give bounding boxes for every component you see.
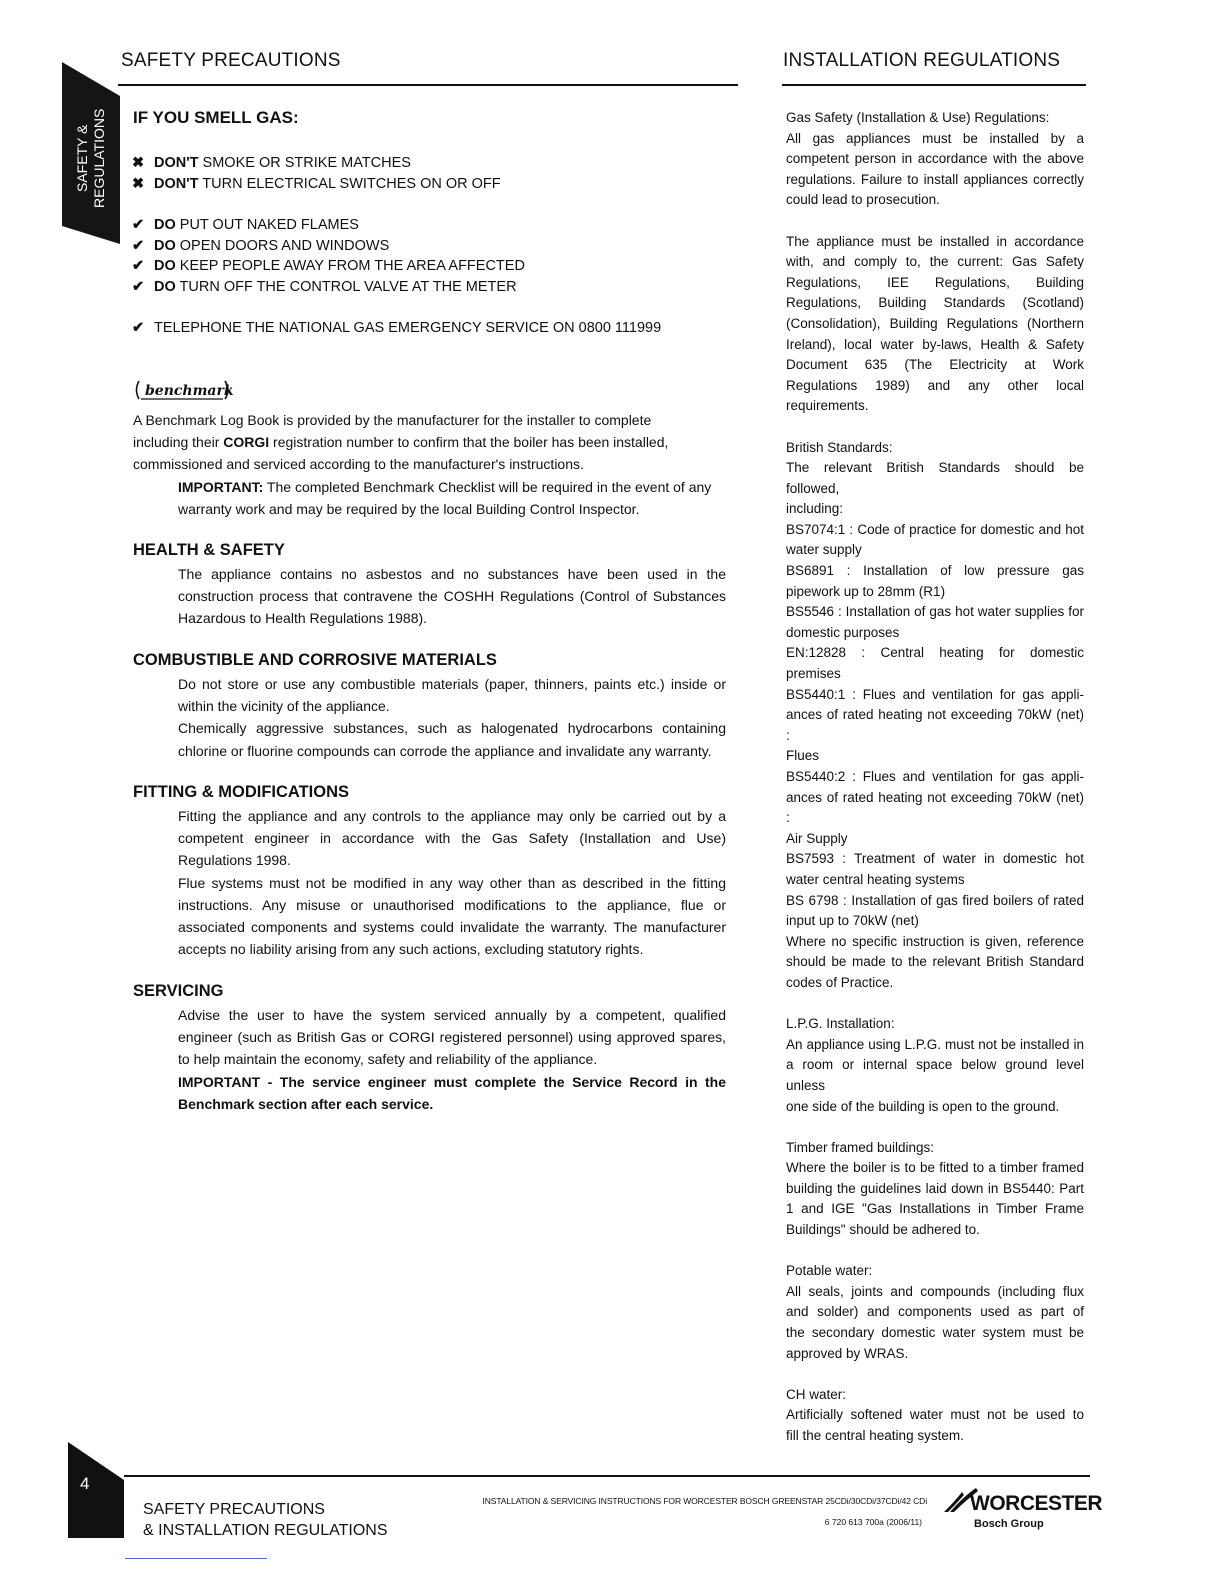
header-rule-right (782, 84, 1086, 86)
regulation-line: codes of Practice. (786, 974, 894, 990)
combustible-paragraph: Do not store or use any combustible materials (paper, thinners, paints etc.) inside or within the vicinity of the appliance. Chemically aggressive substances, such as halogenated hydrocarbons containing chlorine or fluorine compounds can corrode the appliance and invalidate any warranty. (178, 676, 726, 759)
page-number: 4 (80, 1474, 90, 1493)
regulation-line: approved by WRAS. (786, 1345, 909, 1361)
regulation-line: BS7074:1 : Code of practice for domestic and hot (786, 521, 1084, 537)
brand-name: WORCESTER (970, 1492, 1102, 1515)
regulation-line: L.P.G. Installation: (786, 1016, 895, 1032)
section-heading-servicing: SERVICING (133, 982, 224, 1000)
regulation-line: BS7593 : Treatment of water in domestic hot (786, 851, 1084, 867)
regulation-line: (Consolidation), Building Regulations (Northern (786, 315, 1084, 331)
regulation-line: Timber framed buildings: (786, 1139, 935, 1155)
regulation-line: Buildings" should be adhered to. (786, 1222, 980, 1238)
regulation-line: with, and comply to, the current: Gas Safety (786, 254, 1084, 270)
regulation-line: domestic purposes (786, 624, 900, 640)
regulation-line: Air Supply (786, 830, 848, 846)
regulation-line: input up to 70kW (net) (786, 913, 919, 929)
regulation-line: BS5440:1 : Flues and ventilation for gas appli- (786, 686, 1084, 702)
regulation-line: Document 635 (The Electricity at Work (786, 357, 1084, 373)
regulation-line: BS6891 : Installation of low pressure gas (786, 563, 1084, 579)
header-rule-left (118, 84, 738, 86)
section-heading-fitting: FITTING & MODIFICATIONS (133, 783, 350, 801)
regulation-line: the secondary domestic water system must be (786, 1325, 1084, 1341)
side-tab-label: SAFETY & REGULATIONS (74, 108, 107, 208)
regulation-line: BS5440:2 : Flues and ventilation for gas appli- (786, 769, 1084, 784)
footer-doc-title: INSTALLATION & SERVICING INSTRUCTIONS FOR WORCESTER BOSCH GREENSTAR 25CDi/30CDi/37CDi/42 CDi (482, 1496, 927, 1506)
check-icon: ✔ (132, 279, 145, 295)
check-icon: ✔ (132, 238, 145, 254)
paragraph-gap (786, 1241, 1084, 1262)
list-item: ✖ DON'T SMOKE OR STRIKE MATCHES (132, 155, 411, 171)
regulation-line: Ireland), local water by-laws, Health & Safety (786, 336, 1084, 352)
regulation-line: building the guidelines laid down in BS5440: Part (786, 1180, 1084, 1196)
footer-doc-ref: 6 720 613 700a (2006/11) (824, 1517, 922, 1527)
regulation-line: Where no specific instruction is given, reference (786, 933, 1084, 949)
worcester-logo (942, 1482, 1102, 1536)
regulation-line: pipework up to 28mm (R1) (786, 583, 946, 599)
footer-tab (68, 1442, 124, 1538)
regulation-line: water central heating systems (786, 871, 965, 887)
regulation-line: BS 6798 : Installation of gas fired boilers of rated (786, 892, 1084, 908)
regulation-line: including: (786, 501, 844, 517)
paragraph-gap (786, 417, 1084, 438)
paragraph-gap (786, 1364, 1084, 1385)
gas-heading: IF YOU SMELL GAS: (133, 108, 299, 127)
regulations-column (786, 108, 1084, 1447)
paragraph-gap (786, 994, 1084, 1015)
regulation-line: The appliance must be installed in accordance (786, 233, 1084, 249)
svg-text:benchmark: benchmark (145, 383, 233, 399)
regulation-line: CH water: (786, 1386, 847, 1402)
brand-sub: Bosch Group (974, 1518, 1044, 1530)
header-left-title: SAFETY PRECAUTIONS (121, 50, 341, 71)
list-item: ✔ DO KEEP PEOPLE AWAY FROM THE AREA AFFECTED (132, 258, 525, 274)
regulation-line: EN:12828 : Central heating for domestic premises (786, 645, 1084, 682)
regulation-line: should be made to the relevant British Standard (786, 954, 1084, 970)
servicing-paragraph: Advise the user to have the system serviced annually by a competent, qualified engineer (such as British Gas or CORGI registered personnel) using approved spares, to help maintain the economy, safety and reliability of the appliance. IMPORTANT - The service engineer must complete the Service Record in the Benchmark section after each service. (178, 1007, 726, 1112)
regulation-line: Flues (786, 748, 820, 764)
check-icon: ✔ (132, 258, 145, 274)
section-heading-health: HEALTH & SAFETY (133, 541, 285, 559)
regulation-line: An appliance using L.P.G. must not be installed in (786, 1036, 1084, 1052)
regulation-line: regulations. Failure to install appliances correctly (786, 171, 1084, 187)
header-right-title: INSTALLATION REGULATIONS (783, 50, 1061, 71)
regulation-line: All gas appliances must be installed by a (786, 130, 1084, 146)
regulation-line: water supply (786, 542, 862, 558)
section-heading-combustible: COMBUSTIBLE AND CORROSIVE MATERIALS (133, 651, 497, 669)
regulation-line: and solder) and components used as part of (786, 1304, 1084, 1320)
footer-link-line (125, 1558, 267, 1559)
benchmark-paragraph: A Benchmark Log Book is provided by the manufacturer for the installer to complete including their CORGI registration number to confirm that the boiler has been installed, commissioned and serviced according to the manufacturer's instructions. (133, 412, 669, 473)
regulation-line: Gas Safety (Installation & Use) Regulations: (786, 110, 1050, 125)
fitting-paragraph: Fitting the appliance and any controls to the appliance may only be carried out by a competent engineer in accordance with the Gas Safety (Installation and Use) Regulations 1998. Flue systems must not be modified in any way other than as described in the fitting instructions. Any misuse or unauthorised modifications to the appliance, flue or associated components and systems could invalidate the warranty. The manufacturer accepts no liability arising from any such actions, excluding statutory rights. (178, 808, 726, 958)
regulation-line: Regulations, IEE Regulations, Building (786, 274, 1084, 290)
check-icon: ✔ (132, 320, 145, 336)
list-item: ✔ DO PUT OUT NAKED FLAMES (132, 217, 359, 233)
regulation-line: BS5546 : Installation of gas hot water supplies for (786, 604, 1084, 620)
regulation-line: fill the central heating system. (786, 1428, 964, 1443)
regulation-line: The relevant British Standards should be followed, (786, 460, 1084, 496)
regulation-line: Artificially softened water must not be used to (786, 1407, 1084, 1423)
regulation-line: 1 and IGE "Gas Installations in Timber Frame (786, 1201, 1084, 1217)
benchmark-logo (133, 378, 233, 402)
regulation-line: All seals, joints and compounds (including flux (786, 1283, 1084, 1299)
cross-icon: ✖ (132, 176, 145, 192)
regulation-line: one side of the building is open to the ground. (786, 1098, 1060, 1114)
regulation-line: competent person in accordance with the above (786, 151, 1084, 167)
regulation-line: ances of rated heating not exceeding 70kW (net) : (786, 707, 1084, 743)
footer-section-title: SAFETY PRECAUTIONS & INSTALLATION REGULATIONS (143, 1501, 388, 1539)
list-item: ✖ DON'T TURN ELECTRICAL SWITCHES ON OR OFF (132, 176, 501, 192)
regulation-line: Regulations 1989) and any other local (786, 377, 1084, 393)
regulation-line: ances of rated heating not exceeding 70kW (net) : (786, 789, 1084, 826)
regulation-line: a room or internal space below ground level unless (786, 1057, 1084, 1093)
cross-icon: ✖ (132, 155, 145, 171)
regulation-line: British Standards: (786, 439, 893, 455)
regulation-line: requirements. (786, 398, 869, 414)
regulation-line: Where the boiler is to be fitted to a timber framed (786, 1160, 1084, 1176)
benchmark-important: IMPORTANT: The completed Benchmark Checklist will be required in the event of any warranty work and may be required by the local Building Control Inspector. (178, 479, 712, 518)
paragraph-gap (786, 1117, 1084, 1138)
health-paragraph: The appliance contains no asbestos and no substances have been used in the construction process that contravene the COSHH Regulations (Control of Substances Hazardous to Health Regulations 1988). (178, 566, 726, 627)
regulation-line: Regulations, Building Standards (Scotland) (786, 295, 1084, 311)
paragraph-gap (786, 211, 1084, 232)
list-item: ✔ DO TURN OFF THE CONTROL VALVE AT THE METER (132, 279, 517, 295)
footer-rule (124, 1475, 1090, 1477)
list-item: ✔ DO OPEN DOORS AND WINDOWS (132, 238, 390, 254)
list-item: ✔ TELEPHONE THE NATIONAL GAS EMERGENCY SERVICE ON 0800 111999 (132, 320, 662, 336)
regulation-line: could lead to prosecution. (786, 192, 940, 208)
check-icon: ✔ (132, 217, 145, 233)
regulation-line: Potable water: (786, 1263, 873, 1279)
